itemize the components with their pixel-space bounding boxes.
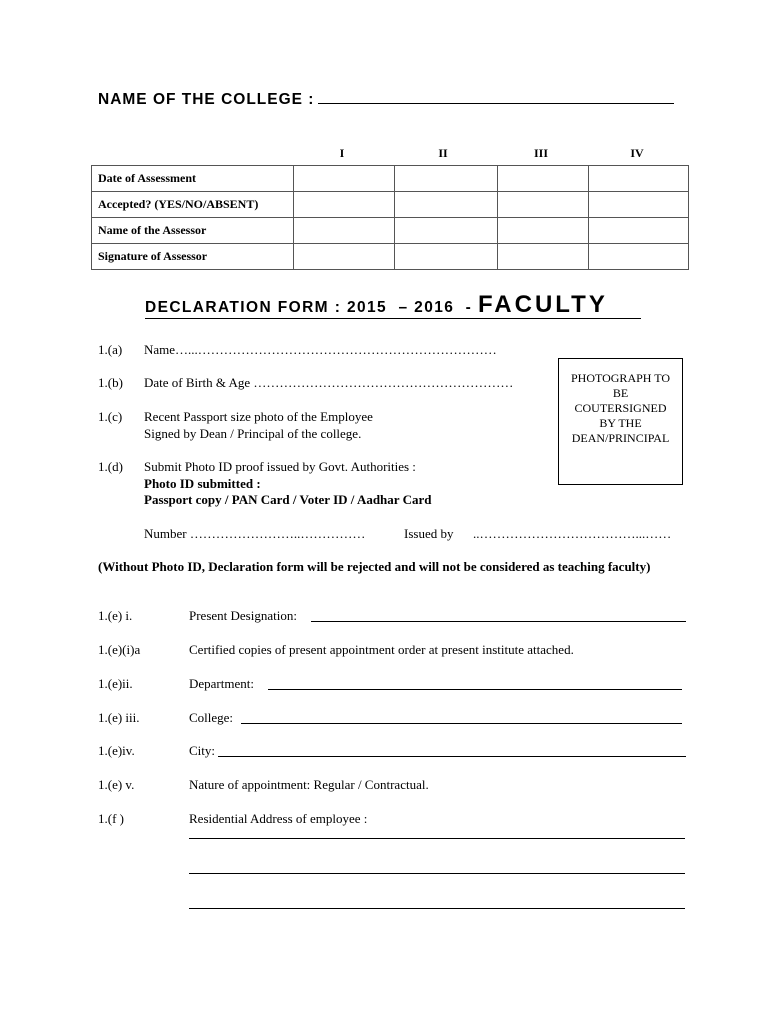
photo-instruction: Recent Passport size photo of the Employee [144, 409, 373, 424]
row-label: Accepted? (YES/NO/ABSENT) [92, 192, 294, 218]
nature-of-appointment[interactable]: Nature of appointment: Regular / Contractual. [189, 777, 429, 792]
address-line-3[interactable] [189, 908, 685, 909]
item-number: 1.(c) [98, 409, 123, 424]
college-field[interactable] [241, 723, 682, 724]
table-row [92, 218, 689, 244]
photo-instruction-2: Signed by Dean / Principal of the college. [144, 426, 362, 441]
address-label: Residential Address of employee : [189, 811, 368, 826]
column-header-3: III [533, 146, 548, 160]
table-cell[interactable] [294, 192, 395, 218]
name-field[interactable]: Name…...…………………………………………………………… [144, 342, 497, 357]
assessment-table [91, 165, 689, 270]
table-cell[interactable] [589, 192, 689, 218]
declaration-title-faculty: FACULTY [477, 291, 608, 318]
item-number: 1.(e)(i)a [98, 642, 141, 657]
designation-label: Present Designation: [189, 608, 297, 623]
photo-box-line: BY THE [599, 416, 642, 430]
row-label: Name of the Assessor [92, 218, 294, 244]
table-cell[interactable] [395, 166, 498, 192]
city-field[interactable] [218, 756, 686, 757]
college-name-label: NAME OF THE COLLEGE : [98, 91, 315, 108]
issued-by-label: Issued by [404, 526, 454, 541]
item-number: 1.(e)ii. [98, 676, 133, 691]
photo-box-line: DEAN/PRINCIPAL [571, 431, 670, 445]
item-number: 1.(f ) [98, 811, 124, 826]
item-number: 1.(a) [98, 342, 123, 357]
photograph-box[interactable] [558, 358, 683, 485]
photo-box-line: BE [612, 386, 629, 400]
column-header-4: IV [630, 146, 644, 160]
item-number: 1.(b) [98, 375, 123, 390]
department-label: Department: [189, 676, 254, 691]
designation-field[interactable] [311, 621, 686, 622]
college-label: College: [189, 710, 234, 725]
item-number: 1.(d) [98, 459, 123, 474]
table-cell[interactable] [498, 192, 589, 218]
table-cell[interactable] [294, 218, 395, 244]
table-row [92, 166, 689, 192]
address-line-2[interactable] [189, 873, 685, 874]
row-label: Signature of Assessor [92, 244, 294, 270]
column-header-2: II [438, 146, 448, 160]
dob-age-field[interactable]: Date of Birth & Age …………………………………………………… [144, 375, 514, 390]
table-row [92, 192, 689, 218]
table-cell[interactable] [498, 166, 589, 192]
table-row [92, 244, 689, 270]
declaration-title-underline [145, 318, 641, 319]
id-number-field[interactable]: Number ……………………..…………… [144, 526, 366, 541]
item-number: 1.(e) iii. [98, 710, 140, 725]
table-cell[interactable] [294, 244, 395, 270]
photo-id-warning: (Without Photo ID, Declaration form will be rejected and will not be considered as teaching faculty) [98, 559, 651, 574]
item-number: 1.(e)iv. [98, 743, 135, 758]
table-cell[interactable] [498, 218, 589, 244]
city-label: City: [189, 743, 216, 758]
address-line-1[interactable] [189, 838, 685, 839]
table-cell[interactable] [589, 218, 689, 244]
photo-id-options[interactable]: Passport copy / PAN Card / Voter ID / Aadhar Card [144, 492, 432, 507]
photo-id-submitted-label: Photo ID submitted : [144, 476, 261, 491]
table-cell[interactable] [395, 192, 498, 218]
photo-id-instruction: Submit Photo ID proof issued by Govt. Authorities : [144, 459, 416, 474]
declaration-title [145, 291, 608, 319]
declaration-title-text: DECLARATION FORM : 2015 – 2016 - [145, 299, 478, 316]
row-label: Date of Assessment [92, 166, 294, 192]
issued-by-field[interactable]: ..………………………………...…… [473, 526, 672, 541]
photo-box-line: COUTERSIGNED [574, 401, 667, 415]
table-cell[interactable] [294, 166, 395, 192]
table-cell[interactable] [589, 244, 689, 270]
photo-box-line: PHOTOGRAPH TO [570, 371, 671, 385]
table-cell[interactable] [498, 244, 589, 270]
college-name-heading [98, 89, 674, 109]
item-number: 1.(e) i. [98, 608, 133, 623]
college-name-field[interactable] [318, 89, 674, 104]
column-header-1: I [339, 146, 345, 160]
table-cell[interactable] [589, 166, 689, 192]
department-field[interactable] [268, 689, 682, 690]
appointment-order-note: Certified copies of present appointment order at present institute attached. [189, 642, 574, 657]
table-cell[interactable] [395, 218, 498, 244]
item-number: 1.(e) v. [98, 777, 135, 792]
table-cell[interactable] [395, 244, 498, 270]
